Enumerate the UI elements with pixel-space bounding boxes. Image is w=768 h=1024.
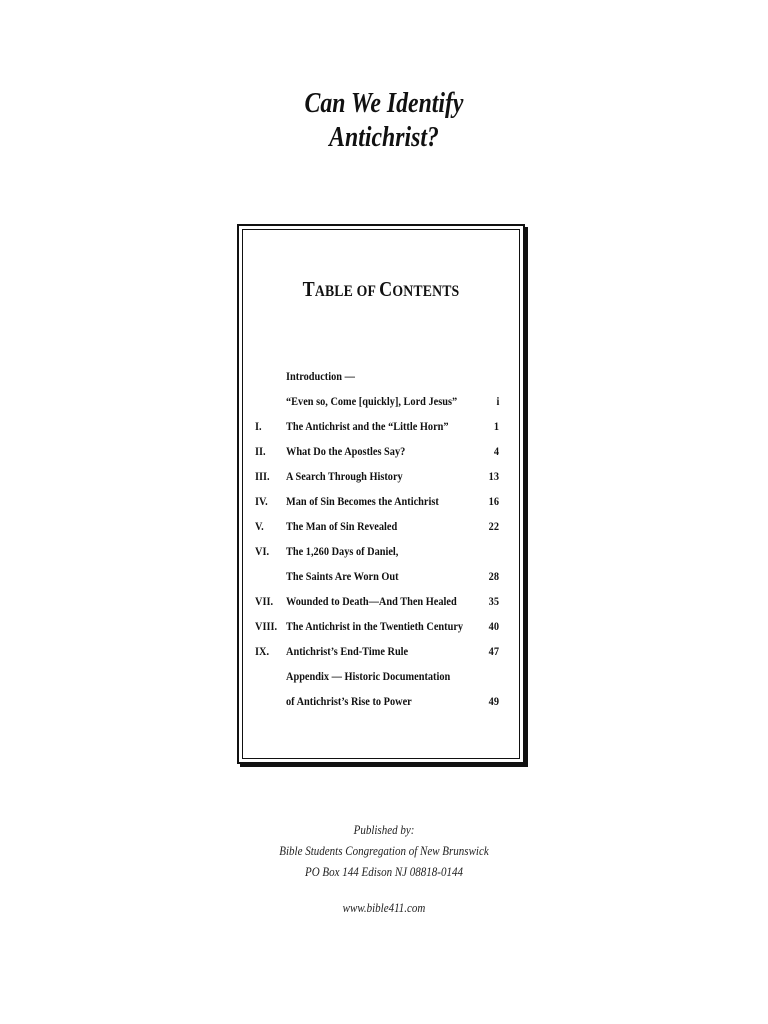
- toc-entry-title: The Antichrist and the “Little Horn”: [286, 419, 449, 433]
- toc-entry-title: “Even so, Come [quickly], Lord Jesus”: [286, 394, 458, 408]
- toc-entry-title: A Search Through History: [286, 469, 403, 483]
- toc-entry: [243, 616, 519, 636]
- toc-entry: [243, 666, 519, 686]
- toc-entry-number: VII.: [255, 594, 274, 608]
- toc-entry-title: of Antichrist’s Rise to Power: [286, 694, 412, 708]
- toc-entry: [243, 516, 519, 536]
- toc-entry-page: 28: [488, 569, 499, 583]
- toc-entry-page: 13: [488, 469, 499, 483]
- toc-entry: [243, 491, 519, 511]
- toc-entry-title: The Antichrist in the Twentieth Century: [286, 619, 464, 633]
- toc-entry-page: 4: [493, 444, 499, 458]
- toc-heading: [262, 277, 499, 302]
- toc-entry-title: Man of Sin Becomes the Antichrist: [286, 494, 439, 508]
- toc-entry-number: VIII.: [255, 619, 278, 633]
- toc-entry-page: 1: [493, 419, 499, 433]
- toc-entry: [243, 691, 519, 711]
- toc-entry-page: 35: [488, 594, 499, 608]
- table-of-contents-box: [237, 224, 525, 764]
- table-of-contents-inner-frame: [242, 229, 520, 759]
- toc-entry-title: Antichrist’s End-Time Rule: [286, 644, 409, 658]
- publisher-line-3: PO Box 144 Edison NJ 08818-0144: [305, 865, 463, 879]
- toc-entry: [243, 566, 519, 586]
- toc-entry-title: The Saints Are Worn Out: [286, 569, 399, 583]
- toc-entry-title: What Do the Apostles Say?: [286, 444, 406, 458]
- toc-entry-page: i: [496, 394, 499, 408]
- toc-entry: [243, 366, 519, 386]
- toc-entry-number: III.: [255, 469, 270, 483]
- toc-entry: [243, 391, 519, 411]
- website-url: www.bible411.com: [342, 901, 426, 915]
- toc-entry-title: Appendix — Historic Documentation: [286, 669, 451, 683]
- toc-entry: [243, 416, 519, 436]
- toc-entry-number: I.: [255, 419, 262, 433]
- toc-entry-number: II.: [255, 444, 266, 458]
- toc-entry-title: The Man of Sin Revealed: [286, 519, 398, 533]
- toc-heading-c: C: [379, 277, 393, 301]
- toc-entry-title: Introduction —: [286, 369, 355, 383]
- toc-entry: [243, 441, 519, 461]
- toc-entry-number: V.: [255, 519, 264, 533]
- toc-entry: [243, 641, 519, 661]
- publisher-block: [0, 820, 768, 883]
- toc-entry-page: 16: [488, 494, 499, 508]
- toc-entry-page: 22: [488, 519, 499, 533]
- toc-entry-title: The 1,260 Days of Daniel,: [286, 544, 399, 558]
- toc-entry: [243, 466, 519, 486]
- publisher-line-1: Published by:: [353, 823, 415, 837]
- toc-entry-number: VI.: [255, 544, 270, 558]
- title-line-2: Antichrist?: [329, 121, 439, 153]
- toc-entry: [243, 591, 519, 611]
- publisher-line-2: Bible Students Congregation of New Brunswick: [279, 844, 489, 858]
- toc-entry-number: IV.: [255, 494, 268, 508]
- toc-entry-title: Wounded to Death—And Then Healed: [286, 594, 457, 608]
- toc-entry-number: IX.: [255, 644, 270, 658]
- toc-entry-page: 40: [488, 619, 499, 633]
- toc-entry-page: 47: [488, 644, 499, 658]
- toc-entry: [243, 541, 519, 561]
- toc-heading-ontents: ONTENTS: [392, 283, 460, 300]
- title-line-1: Can We Identify: [304, 87, 464, 119]
- toc-heading-able: ABLE OF: [314, 283, 380, 300]
- document-title: [69, 86, 699, 154]
- toc-entry-page: 49: [488, 694, 499, 708]
- toc-heading-t: T: [302, 277, 315, 301]
